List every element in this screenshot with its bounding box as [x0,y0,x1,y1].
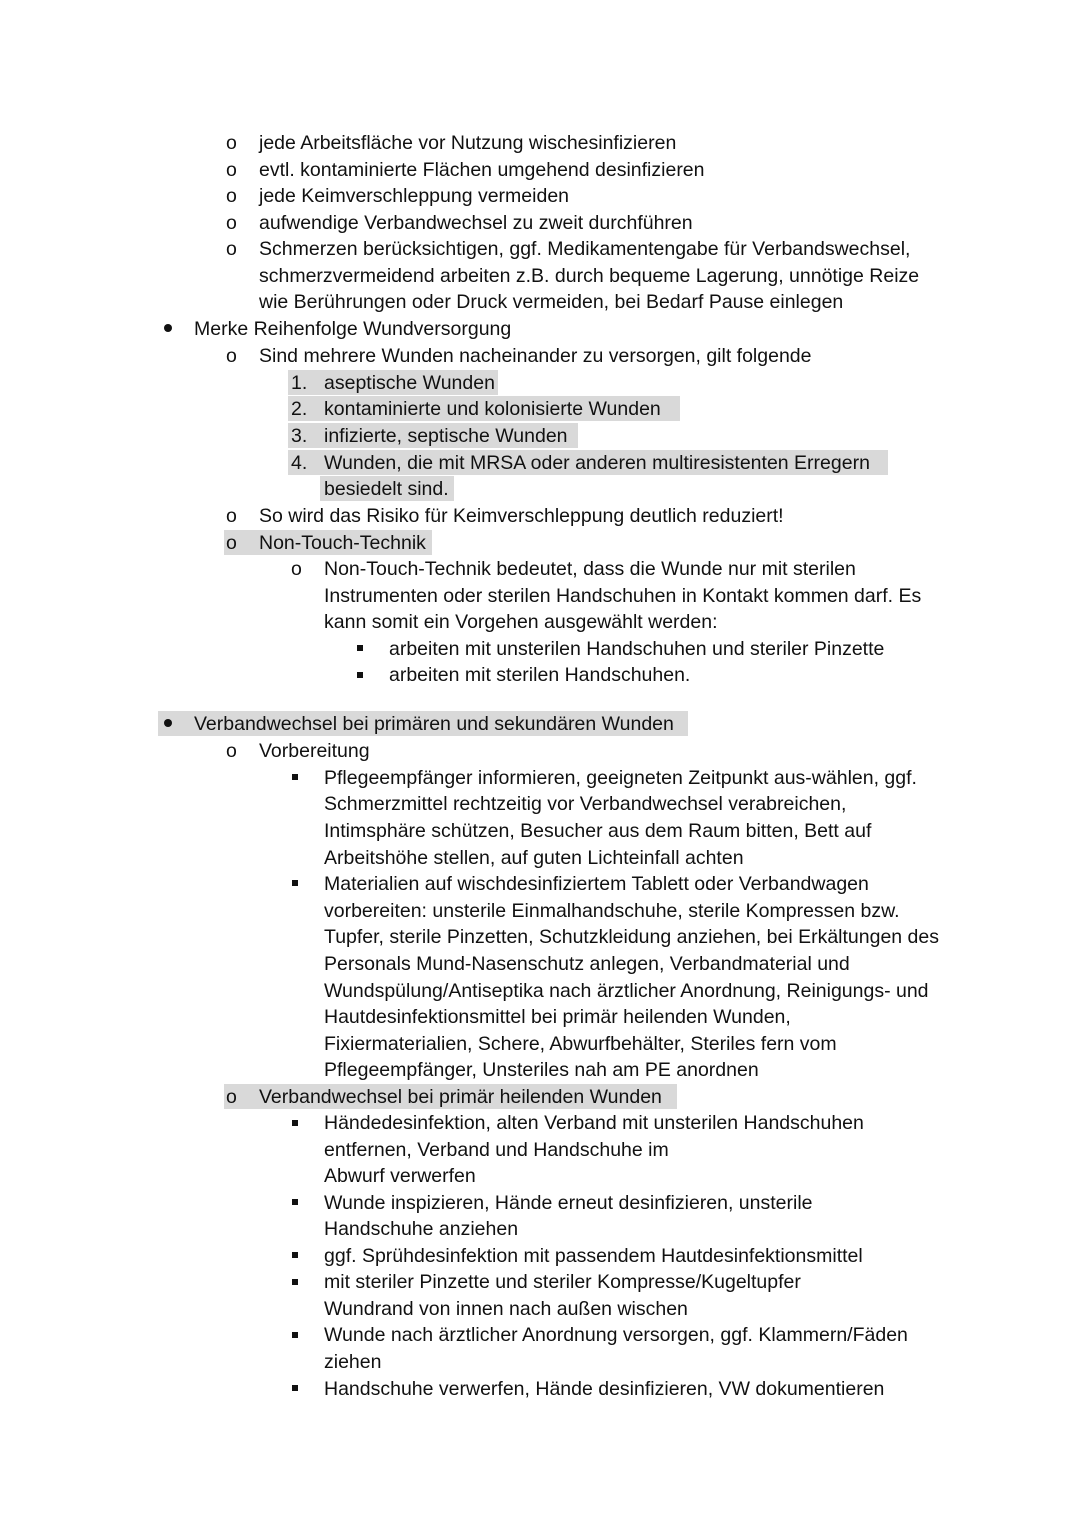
list-item: ggf. Sprühdesinfektion mit passendem Hautdesinfektionsmittel [324,1245,863,1267]
step-text-cont: besiedelt sind. [324,478,449,500]
list-item-cont: Abwurf verwerfen [324,1165,476,1187]
list-item-cont: Hautdesinfektionsmittel bei primär heilenden Wunden, [324,1006,791,1028]
step-text: aseptische Wunden [324,372,495,394]
step-number: 4. [291,452,308,474]
step-number: 2. [291,398,308,420]
step-number: 1. [291,372,308,394]
list-item: Wunde inspizieren, Hände erneut desinfizieren, unsterile [324,1192,813,1214]
list-item: arbeiten mit sterilen Handschuhen. [389,664,691,686]
circle-bullet: o [226,532,237,554]
list-item: So wird das Risiko für Keimverschleppung deutlich reduziert! [259,505,784,527]
list-item: mit steriler Pinzette und steriler Kompresse/Kugeltupfer [324,1271,801,1293]
circle-bullet: o [226,505,237,527]
bullet-dot [164,719,172,727]
list-item: evtl. kontaminierte Flächen umgehend desinfizieren [259,159,705,181]
list-item-cont: wie Berührungen oder Druck vermeiden, bei Bedarf Pause einlegen [259,291,844,313]
list-item: aufwendige Verbandwechsel zu zweit durchführen [259,212,693,234]
list-item-cont: Tupfer, sterile Pinzetten, Schutzkleidung anziehen, bei Erkältungen des [324,926,939,948]
list-item-cont: Fixiermaterialien, Schere, Abwurfbehälter, Steriles fern vom [324,1033,837,1055]
bullet-dot [164,324,172,332]
list-item: Sind mehrere Wunden nacheinander zu versorgen, gilt folgende [259,345,812,367]
list-item: jede Keimverschleppung vermeiden [259,185,570,207]
step-text: kontaminierte und kolonisierte Wunden [324,398,661,420]
list-item-cont: Wundrand von innen nach außen wischen [324,1298,688,1320]
list-item-cont: ziehen [324,1351,382,1373]
circle-bullet: o [226,740,237,762]
list-item: Händedesinfektion, alten Verband mit unsterilen Handschuhen [324,1112,864,1134]
list-item: Materialien auf wischdesinfiziertem Tablett oder Verbandwagen [324,873,869,895]
step-text: Wunden, die mit MRSA oder anderen multiresistenten Erregern [324,452,870,474]
circle-bullet: o [291,558,302,580]
list-item-cont: kann somit ein Vorgehen ausgewählt werden: [324,611,718,633]
list-item-cont: Intimsphäre schützen, Besucher aus dem Raum bitten, Bett auf [324,820,872,842]
subheading: Vorbereitung [259,740,370,762]
list-item: Pflegeempfänger informieren, geeigneten Zeitpunkt aus-wählen, ggf. [324,767,917,789]
list-item-cont: entfernen, Verband und Handschuhe im [324,1139,669,1161]
square-bullet [357,672,363,678]
square-bullet [292,1252,298,1258]
square-bullet [292,774,298,780]
list-item: Handschuhe verwerfen, Hände desinfizieren, VW dokumentieren [324,1378,885,1400]
step-number: 3. [291,425,308,447]
square-bullet [292,1199,298,1205]
circle-bullet: o [226,159,237,181]
section-heading: Verbandwechsel bei primären und sekundären Wunden [194,713,674,735]
list-item-cont: schmerzvermeidend arbeiten z.B. durch bequeme Lagerung, unnötige Reize [259,265,920,287]
square-bullet [292,1120,298,1126]
circle-bullet: o [226,238,237,260]
list-item-cont: vorbereiten: unsterile Einmalhandschuhe, sterile Kompressen bzw. [324,900,900,922]
square-bullet [292,880,298,886]
list-item: Schmerzen berücksichtigen, ggf. Medikamentengabe für Verbandswechsel, [259,238,911,260]
section-heading: Merke Reihenfolge Wundversorgung [194,318,512,340]
list-item: Wunde nach ärztlicher Anordnung versorgen, ggf. Klammern/Fäden [324,1324,908,1346]
subheading: Non-Touch-Technik [259,532,426,554]
list-item-cont: Arbeitshöhe stellen, auf guten Lichteinfall achten [324,847,744,869]
list-item-cont: Pflegeempfänger, Unsteriles nah am PE anordnen [324,1059,759,1081]
list-item: jede Arbeitsfläche vor Nutzung wischesinfizieren [259,132,677,154]
list-item-cont: Schmerzmittel rechtzeitig vor Verbandwechsel verabreichen, [324,793,847,815]
square-bullet [292,1332,298,1338]
circle-bullet: o [226,132,237,154]
step-text: infizierte, septische Wunden [324,425,568,447]
square-bullet [292,1279,298,1285]
list-item: Non-Touch-Technik bedeutet, dass die Wunde nur mit sterilen [324,558,856,580]
circle-bullet: o [226,185,237,207]
list-item-cont: Handschuhe anziehen [324,1218,519,1240]
subheading: Verbandwechsel bei primär heilenden Wunden [259,1086,662,1108]
list-item: arbeiten mit unsterilen Handschuhen und steriler Pinzette [389,638,885,660]
square-bullet [357,645,363,651]
circle-bullet: o [226,345,237,367]
square-bullet [292,1385,298,1391]
circle-bullet: o [226,212,237,234]
list-item-cont: Personals Mund-Nasenschutz anlegen, Verbandmaterial und [324,953,850,975]
list-item-cont: Wundspülung/Antiseptika nach ärztlicher Anordnung, Reinigungs- und [324,980,929,1002]
list-item-cont: Instrumenten oder sterilen Handschuhen in Kontakt kommen darf. Es [324,585,922,607]
circle-bullet: o [226,1086,237,1108]
